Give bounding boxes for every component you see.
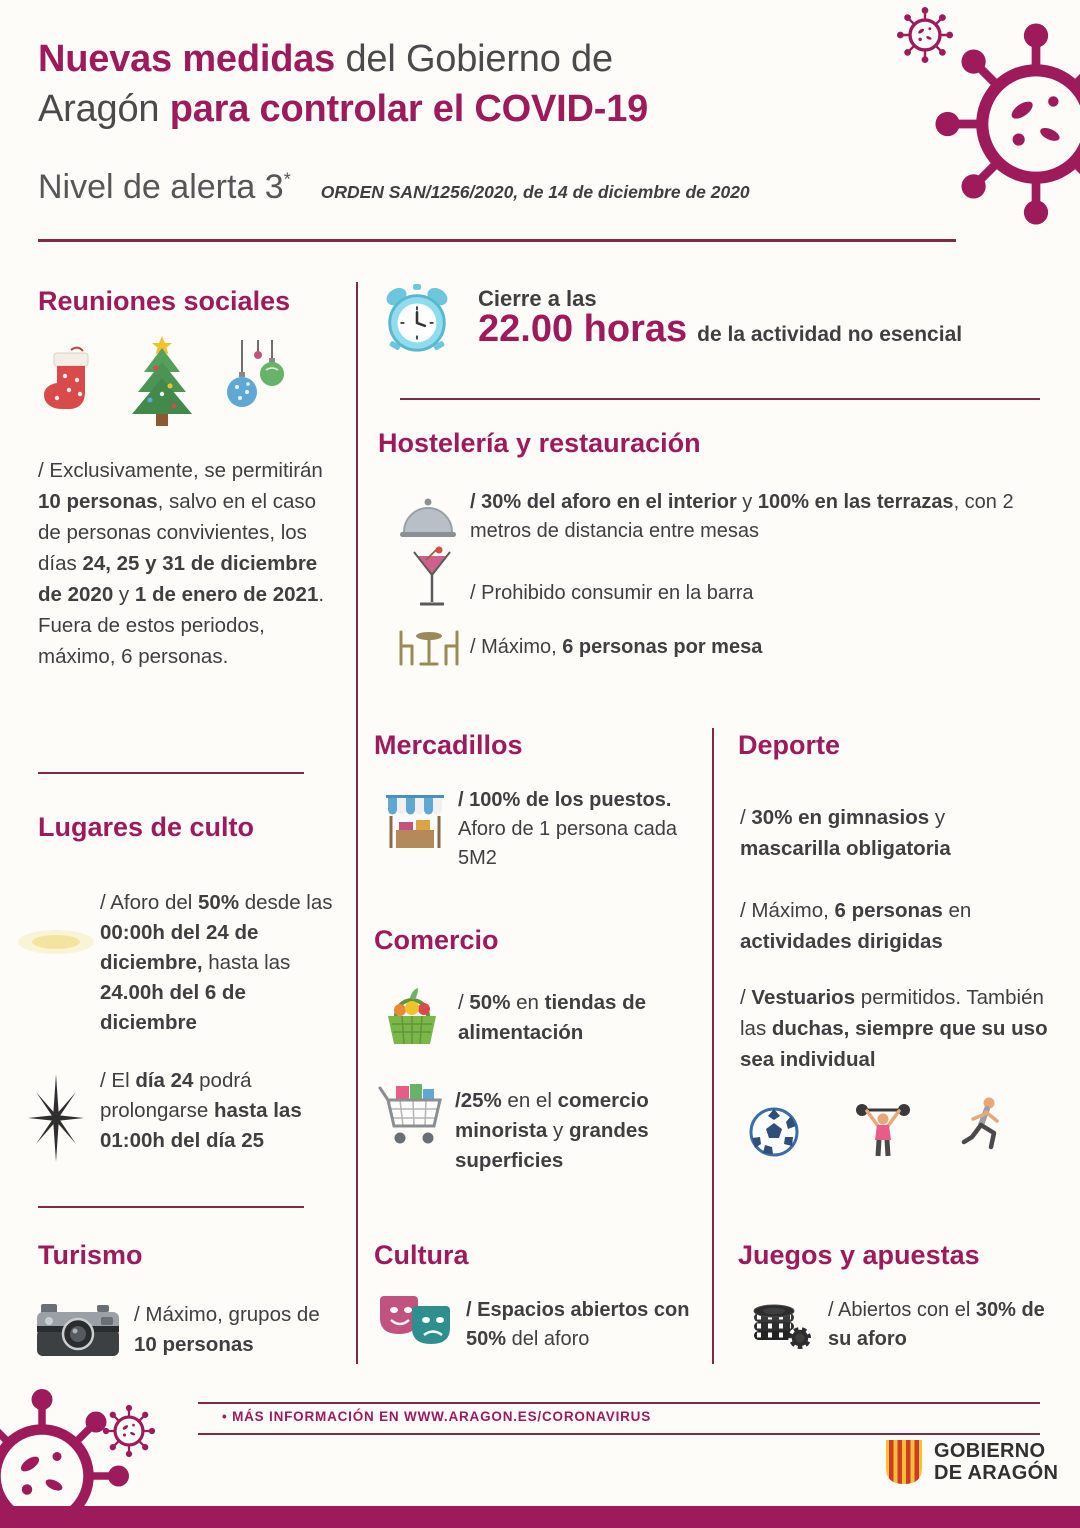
section-heading-deporte: Deporte (738, 730, 841, 760)
turismo-item-1: / Máximo, grupos de 10 personas (134, 1303, 320, 1356)
theater-masks-icon (378, 1292, 456, 1350)
juegos-item-1: / Abiertos con el 30% de su aforo (828, 1299, 1045, 1350)
footer-divider-top (198, 1402, 1040, 1404)
header-divider (38, 239, 956, 242)
logo-line2: DE ARAGÓN (934, 1462, 1059, 1484)
logo-text (934, 1440, 1058, 1484)
aragon-shield-icon (884, 1438, 924, 1486)
closure-time: 22.00 horas (478, 308, 688, 350)
virus-icon (102, 1404, 156, 1458)
virus-icon (896, 6, 954, 64)
left-divider-1 (38, 772, 304, 774)
logo-line1: GOBIERNO (934, 1440, 1046, 1462)
left-divider-2 (38, 1206, 304, 1208)
alarm-clock-icon (380, 282, 454, 358)
closure-divider (400, 398, 1040, 400)
page-title-line2: Aragón para controlar el COVID-19 (38, 88, 649, 130)
virus-icon (932, 20, 1080, 228)
column-divider-1 (356, 282, 358, 1364)
section-heading-turismo: Turismo (38, 1240, 143, 1270)
section-heading-reuniones: Reuniones sociales (38, 286, 291, 316)
basket-icon (380, 984, 444, 1046)
section-heading-cultura: Cultura (374, 1240, 469, 1270)
market-stall-icon (384, 790, 446, 854)
page-title-line1: Nuevas medidas del Gobierno de (38, 38, 613, 80)
deporte-item-2: / Máximo, 6 personas en actividades dirigidas (740, 899, 972, 953)
alert-row (38, 168, 750, 207)
hosteleria-item-2: / Prohibido consumir en la barra (470, 582, 754, 604)
poker-chips-icon (746, 1292, 812, 1352)
gobierno-aragon-logo (884, 1438, 1058, 1486)
alert-level: Nivel de alerta 3* (38, 168, 291, 206)
star-icon (24, 1072, 88, 1164)
section-heading-mercadillos: Mercadillos (374, 730, 523, 760)
deporte-item-1: / 30% en gimnasios y mascarilla obligatoria (740, 806, 951, 860)
section-heading-hosteleria: Hostelería y restauración (378, 428, 701, 458)
section-heading-comercio: Comercio (374, 925, 499, 955)
cocktail-icon (412, 546, 452, 614)
culto-item-2: / El día 24 podrá prolongarse hasta las 01:00h del día 25 (100, 1069, 302, 1152)
hosteleria-item-1: / 30% del aforo en el interior y 100% en las terrazas, con 2 metros de distancia entre mesas (470, 491, 1014, 542)
deporte-item-3: / Vestuarios permitidos. También las duchas, siempre que su uso sea individual (740, 986, 1048, 1071)
column-divider-2 (712, 728, 714, 1364)
bottom-accent-bar (0, 1506, 1080, 1528)
cart-icon (376, 1080, 446, 1150)
sun-icon (14, 912, 98, 972)
mercadillos-item-1: / 100% de los puestos. Aforo de 1 persona cada 5M2 (458, 789, 678, 869)
comercio-item-2: /25% en el comercio minorista y grandes superficies (455, 1089, 649, 1172)
section-heading-culto: Lugares de culto (38, 812, 255, 842)
comercio-item-1: / 50% en tiendas de alimentación (458, 991, 647, 1044)
weightlifter-icon (852, 1096, 914, 1160)
closure-suffix: de la actividad no esencial (697, 323, 963, 346)
ornaments-icon (218, 340, 292, 430)
footer-info: • MÁS INFORMACIÓN EN WWW.ARAGON.ES/CORONAVIRUS (222, 1409, 652, 1424)
cloche-icon (398, 492, 458, 544)
footer-divider-bottom (198, 1433, 1040, 1435)
closure-line (478, 308, 962, 351)
stocking-icon (40, 345, 102, 431)
cultura-item-1: / Espacios abiertos con 50% del aforo (466, 1299, 690, 1350)
order-reference: ORDEN SAN/1256/2020, de 14 de diciembre de 2020 (320, 182, 750, 202)
christmas-tree-icon (122, 334, 202, 432)
closure-intro: Cierre a las (478, 286, 597, 311)
football-icon (748, 1106, 800, 1158)
table-chairs-icon (396, 626, 462, 670)
section-heading-juegos: Juegos y apuestas (738, 1240, 980, 1270)
runner-icon (952, 1094, 1012, 1160)
reuniones-body: / Exclusivamente, se permitirán 10 personas, salvo en el caso de personas convivientes, los días 24, 25 y 31 de diciembre de 2020 y 1 de enero de 2021. Fuera de estos periodos, máximo, 6 personas. (38, 459, 325, 668)
culto-item-1: / Aforo del 50% desde las 00:00h del 24 de diciembre, hasta las 24.00h del 6 de diciembre (100, 891, 333, 1034)
hosteleria-item-3: / Máximo, 6 personas por mesa (470, 636, 763, 658)
camera-icon (34, 1300, 122, 1358)
page-title (38, 34, 648, 134)
